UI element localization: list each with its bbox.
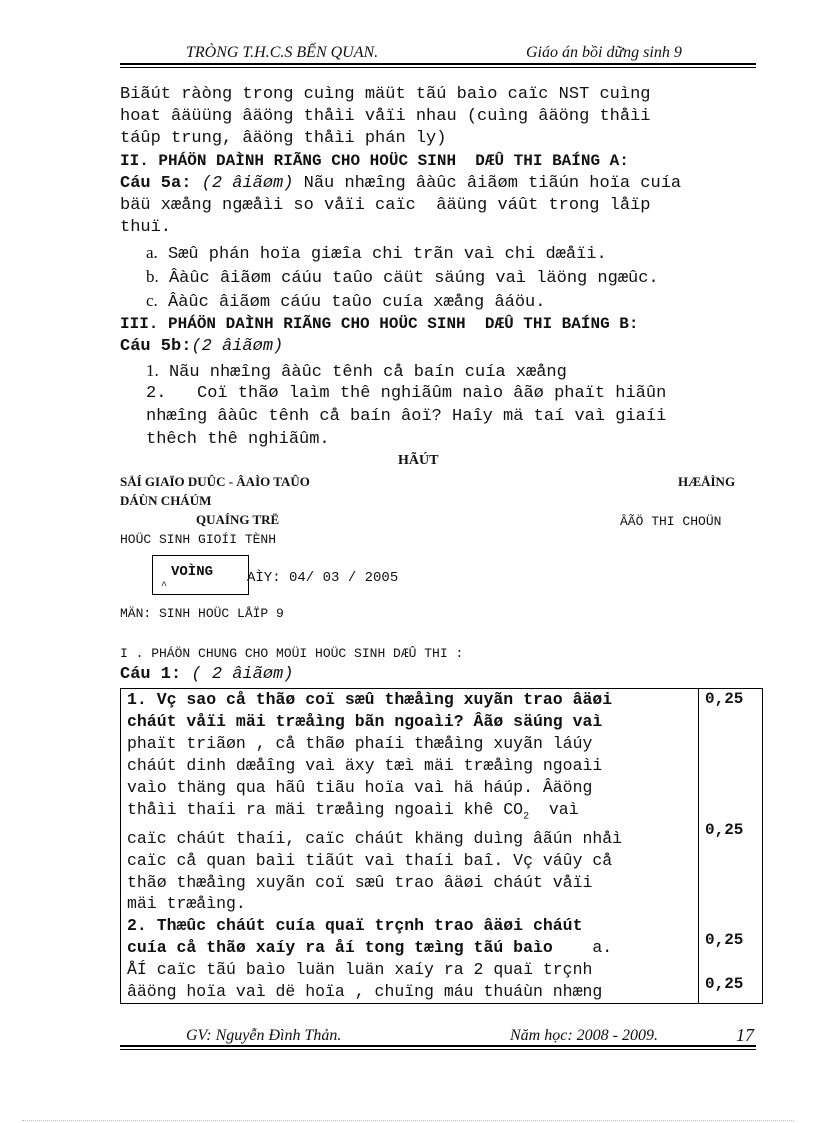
answer-line: vaìo thäng qua hãû tiãu hoïa vaì hä háúp. Âäöng [127,777,593,797]
footer-school-year: Năm học: 2008 - 2009. [510,1027,658,1044]
guide-label: DÁÙN CHÁÚM [120,493,212,508]
district-name: HÆÅÌNG [678,474,736,489]
answer-line-suffix: vaì [529,799,579,819]
answer-line: 1. Vç sao cå thãø coï sæû thæåìng xuyãn trao âäøi [127,690,613,709]
question-points: ( 2 âiãøm) [181,665,294,684]
question-points: (2 âiãøm) [201,174,294,193]
part-1-heading: I . PHÁÖN CHUNG CHO MOÜI HOÜC SINH DÆÛ THI : [120,646,464,661]
footer-rule-thin [120,1049,756,1050]
list-marker: b. [146,267,159,286]
list-text: Sæû phán hoïa giæîa chi trãn vaì chi dæåïi. [157,245,607,264]
answer-line: cháút dinh dæåîng vaì äxy tæì mäi træåìng ngoaìi [127,755,603,775]
answer-line-text: cuía cå thãø xaíy ra åí tong tæìng tãú baìo [127,938,553,958]
question-5a [120,173,681,195]
answer-line: 2. Thæûc cháút cuía quaï trçnh trao âäøi cháút [127,916,583,936]
list-item [146,290,545,314]
page-number: 17 [736,1025,754,1045]
exam-subtitle: HOÜC SINH GIOÍI TÈNH [120,532,277,547]
list-item [146,360,567,384]
question-text-line: thuï. [120,218,172,237]
list-item [146,266,659,290]
body-line: hoat âäüüng âäöng thåìi våïi nhau (cuìng âäöng thåìi [120,107,651,126]
list-text: Âàûc âiãøm cáúu taûo cäüt säúng vaì läöng ngæûc. [158,269,659,288]
answer-line: phaït triãøn , cå thãø phaíi thæåìng xuyãn láúy [127,733,593,753]
list-marker: a. [146,243,158,262]
answer-line: âäöng hoïa vaì dë hoïa , chuïng máu thuáùn nhæng [127,982,603,1002]
round-box [152,555,249,595]
province-name: QUAÍNG TRË [196,512,280,527]
list-item [146,242,607,266]
answer-line: ÅÍ caïc tãú baìo luän luän xaíy ra 2 quaï trçnh [127,960,593,980]
list-marker: c. [146,291,158,310]
exam-date: AÌY: 04/ 03 / 2005 [247,570,399,586]
list-marker: 1. [146,361,159,380]
points-value: 0,25 [705,821,744,840]
round-label: VOÌNG [171,564,214,580]
answer-line: thãø thæåìng xuyãn coï sæû trao âäøi cháút våïi [127,872,593,892]
question-points: (2 âiãøm) [191,337,284,356]
answer-cell [121,689,699,1004]
footer-teacher: GV: Nguyễn Đình Thản. [186,1027,342,1044]
points-value: 0,25 [705,974,744,993]
footer-rule-thick [120,1045,756,1047]
subject-line: MÄN: SINH HOÜC LÅÏP 9 [120,606,284,621]
exam-title: ÂÃÖ THI CHOÜN [620,514,722,529]
caret-icon: ^ [161,581,168,592]
header-school: TRÒNG T.H.C.S BẾN QUAN. [186,44,379,61]
end-marker: HÃÚT [398,453,439,468]
co2-subscript: 2 [523,810,530,822]
header-doc-title: Giáo án bồi dững sinh 9 [526,44,682,61]
question-1 [120,664,293,686]
section-2-heading: II. PHÁÖN DAÌNH RIÃNG CHO HOÜC SINH DÆÛ THI BAÍNG A: [120,152,629,170]
list-text: Âàûc âiãøm cáúu taûo cuía xæång âáöu. [157,293,546,312]
question-text: Nãu nhæîng âàûc âiãøm tiãún hoïa cuía [293,174,682,193]
question-text-line: bäü xæång ngæåìi so våïi caïc âäüng váût trong låïp [120,196,651,215]
list-item-continued: nhæîng âàûc tênh cå baín âoï? Haîy mä taí vaì giaíi [146,407,667,426]
answer-line-text: thåìi thaíi ra mäi træåìng ngoaìi khê CO [127,799,524,819]
section-3-heading: III. PHÁÖN DAÌNH RIÃNG CHO HOÜC SINH DÆÛ THI BAÍNG B: [120,315,639,333]
header-rule-thick [120,63,756,65]
answer-line: caïc cháút thaíi, caïc cháút khäng duìng âãún nhåì [127,828,623,848]
answer-line: cháút våïi mäi træåìng bãn ngoaìi? Âãø säúng vaì [127,711,603,731]
header-rule-thin [120,67,756,68]
department-name: SÅÍ GIAÏO DUÛC - ÂAÌO TAÛO [120,474,310,489]
points-value: 0,25 [705,690,744,708]
answer-line [127,799,698,828]
answer-line-suffix: a. [552,938,613,958]
body-line: táûp trung, âäöng thåìi phán ly) [120,129,447,148]
points-cell [699,689,763,1004]
body-line: Biãút ràòng trong cuìng mäüt tãú baìo caïc NST cuìng [120,85,651,104]
answer-line: mäi træåìng. [127,894,246,914]
scoring-table [120,688,763,1004]
list-item-continued: thêch thê nghiãûm. [146,430,330,449]
page-edge-divider [22,1120,794,1121]
question-label: Cáu 1: [120,665,182,684]
answer-line: caïc cå quan baìi tiãút vaì thaíi baî. Vç váûy cå [127,850,613,870]
question-5b [120,336,283,358]
list-item: 2. Coï thãø laìm thê nghiãûm naìo âãø phaït hiãûn [146,384,667,403]
list-text: Nãu nhæîng âàûc tênh cå baín cuía xæång [158,363,567,382]
question-label: Cáu 5b: [120,337,192,356]
answer-line [127,937,698,959]
table-row [121,689,763,1004]
question-label: Cáu 5a: [120,174,192,193]
points-value: 0,25 [705,930,744,949]
